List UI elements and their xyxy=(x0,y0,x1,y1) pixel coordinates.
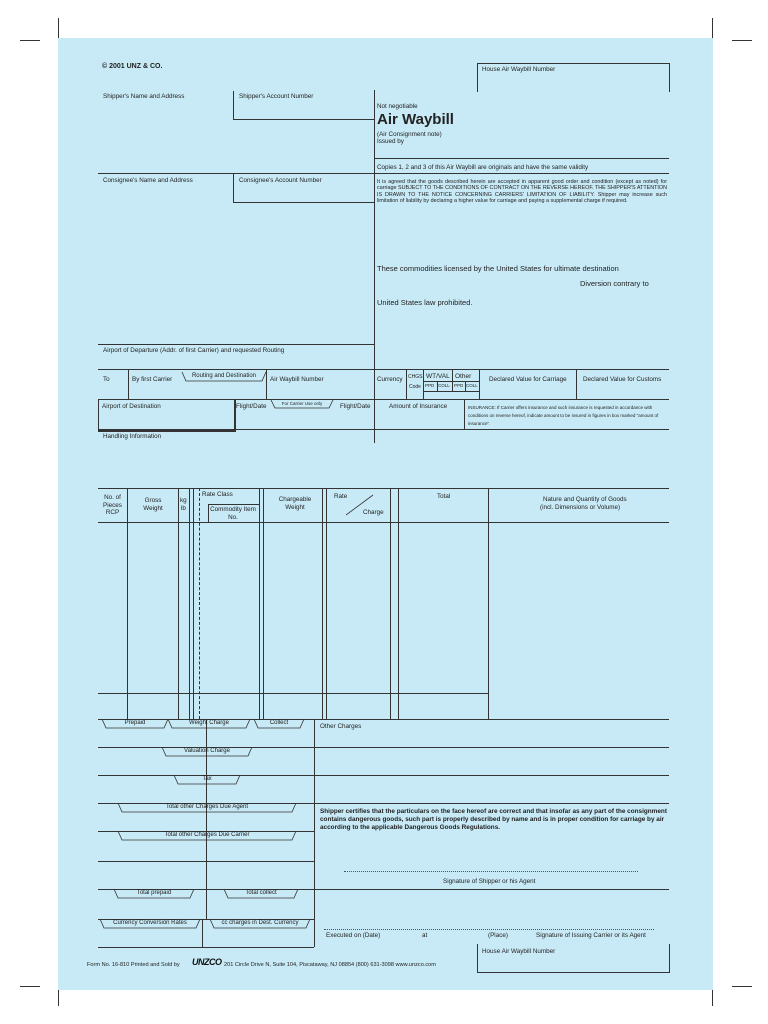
goods-col-divider xyxy=(322,488,323,719)
goods-col-divider xyxy=(178,488,179,719)
charges-row-line xyxy=(98,861,314,862)
licensed-text: These commodities licensed by the United States for ultimate destination xyxy=(377,264,619,273)
declared-carriage-label: Declared Value for Carriage xyxy=(489,376,567,383)
place-label: (Place) xyxy=(488,932,508,939)
house-awb-label: House Air Waybill Number xyxy=(482,66,556,73)
codes-bottom-line xyxy=(423,391,479,392)
dims-header: (incl. Dimensions or Volume) xyxy=(540,504,621,511)
departure-top-line xyxy=(98,344,375,345)
crop-mark xyxy=(58,18,59,40)
not-negotiable: Not negotiable xyxy=(377,103,418,110)
shipper-bottom-line xyxy=(98,173,375,174)
charge-header: Charge xyxy=(363,509,384,516)
crop-mark xyxy=(58,988,59,1006)
goods-col-divider xyxy=(189,488,190,719)
wt-val-label: WT/VAL xyxy=(426,373,450,380)
executed-line[interactable] xyxy=(324,929,654,930)
crop-mark xyxy=(732,986,752,987)
copyright: © 2001 UNZ & CO. xyxy=(102,63,163,70)
chgs-divider xyxy=(423,369,424,399)
crop-mark xyxy=(20,40,40,41)
wt-ppd-label: PPD xyxy=(425,383,435,388)
goods-col-divider xyxy=(390,488,391,719)
crop-mark xyxy=(712,988,713,1006)
unzco-logo: UNZCO xyxy=(192,957,222,967)
shipper-signature-line[interactable] xyxy=(344,871,638,872)
rate-header: Rate xyxy=(334,493,348,500)
goods-col-divider xyxy=(263,488,264,719)
shipper-signature-label: Signature of Shipper or his Agent xyxy=(443,878,536,885)
consignee-account-label: Consignee's Account Number xyxy=(239,177,322,184)
charges-bottom-line xyxy=(98,947,314,948)
airport-destination-label: Airport of Destination xyxy=(102,403,161,410)
shipper-account-label: Shipper's Account Number xyxy=(239,93,314,100)
declared-divider xyxy=(576,369,577,399)
goods-top-line xyxy=(98,488,669,489)
due-carrier-tag: Total other Charges Due Carrier xyxy=(118,831,296,841)
goods-col-divider xyxy=(193,488,194,719)
carrier-signature-label: Signature of Issuing Carrier or its Agent xyxy=(536,932,646,939)
handling-top-line xyxy=(98,429,669,430)
commodity-header-tick xyxy=(208,504,209,522)
routing-top-line xyxy=(98,369,669,370)
declared-customs-label: Declared Value for Customs xyxy=(583,376,662,383)
weight-charge-tag: Weight Charge xyxy=(168,719,250,729)
prohibited-text: United States law prohibited. xyxy=(377,298,473,307)
air-waybill-title: Air Waybill xyxy=(377,111,454,128)
currency-divider xyxy=(406,369,407,399)
routing-destination-tag: Routing and Destination xyxy=(182,372,266,382)
diversion-text: Diversion contrary to xyxy=(580,279,649,288)
tax-tag: Tax xyxy=(174,775,240,785)
to-divider xyxy=(128,369,129,399)
goods-col-divider xyxy=(127,488,128,719)
kg-header: kg xyxy=(180,497,187,504)
left-column-divider xyxy=(374,90,375,443)
awb-divider xyxy=(266,369,267,399)
rate-class-header: Rate Class xyxy=(202,491,233,498)
cc-charges-tag: cc charges in Dest. Currency xyxy=(210,919,310,929)
goods-col-divider xyxy=(488,488,489,719)
air-waybill-form xyxy=(58,38,713,990)
total-prepaid-tag: Total prepaid xyxy=(114,889,194,899)
wt-coll-label: COLL xyxy=(438,383,450,388)
wt-val-divider xyxy=(452,369,453,391)
commodity-header: Commodity Item No. xyxy=(210,506,256,521)
insurance-note: INSURANCE: If Carrier offers insurance and such insurance is requested in accordance with conditions on reverse hereof, indicate amount to be insured in figures in box marked "amount of insurance". xyxy=(468,405,659,426)
total-header: Total xyxy=(437,493,451,500)
by-first-carrier-label: By first Carrier xyxy=(132,376,173,383)
lb-header: lb xyxy=(181,505,186,512)
flight-date-label-2: Flight/Date xyxy=(340,403,371,410)
other-divider xyxy=(479,369,480,399)
due-agent-tag: Total other Charges Due Agent xyxy=(118,803,296,813)
crop-mark xyxy=(20,986,40,987)
goods-col-divider xyxy=(199,488,200,719)
valuation-charge-tag: Valuation Charge xyxy=(162,747,252,757)
to-label: To xyxy=(103,376,110,383)
certification-text: Shipper certifies that the particulars on the face hereof are correct and that insofar as any part of the consignment contains dangerous goods, such part is properly described by name and is in proper condition for carriage by air according to the applicable Dangerous Goods Regulations. xyxy=(320,808,667,831)
at-label: at xyxy=(422,932,428,939)
goods-col-divider xyxy=(398,488,399,719)
collect-tag: Collect xyxy=(254,719,304,729)
flight-date-label: Flight/Date xyxy=(236,403,267,410)
crop-mark xyxy=(732,40,752,41)
prepaid-tag: Prepaid xyxy=(102,719,168,729)
issued-by-line xyxy=(374,158,669,159)
gross-weight-header: Gross Weight xyxy=(143,497,163,512)
shipper-name-label: Shipper's Name and Address xyxy=(103,93,185,100)
pieces-header: No. of Pieces RCP xyxy=(103,494,122,516)
goods-col-divider xyxy=(259,488,260,719)
other-coll-label: COLL xyxy=(466,383,478,388)
insurance-divider xyxy=(464,399,465,429)
currency-label: Currency xyxy=(377,376,403,383)
consignee-account-line xyxy=(233,202,374,203)
charges-divider xyxy=(314,719,315,947)
goods-col-divider xyxy=(326,488,327,719)
crop-mark xyxy=(712,18,713,40)
carrier-use-tag: For Carrier Use only xyxy=(271,400,333,410)
goods-subtotal-line xyxy=(98,693,488,694)
other-charges-label: Other Charges xyxy=(320,723,362,730)
consignee-account-divider xyxy=(233,174,234,202)
total-collect-tag: Total collect xyxy=(224,889,298,899)
code-label: Code xyxy=(409,384,421,390)
chgs-label: CHGS xyxy=(408,374,423,380)
other-ppd-label: PPD xyxy=(454,383,464,388)
shipper-account-divider xyxy=(233,91,234,119)
copies-line xyxy=(374,173,669,174)
copies-note: Copies 1, 2 and 3 of this Air Waybill are originals and have the same validity xyxy=(377,164,589,171)
commodity-header-box xyxy=(208,504,260,505)
consignee-name-label: Consignee's Name and Address xyxy=(103,177,193,184)
conversion-divider xyxy=(202,919,203,947)
house-awb-label-bottom: House Air Waybill Number xyxy=(482,948,556,955)
handling-label: Handling Information xyxy=(103,433,162,440)
chargeable-weight-header: Chargeable Weight xyxy=(278,496,312,511)
shipper-account-line xyxy=(233,119,374,120)
footer-address: 201 Circle Drive N, Suite 104, Piscataway, NJ 08854 (800) 631-3098 www.unzco.com xyxy=(224,962,436,968)
currency-conversion-tag: Currency Conversion Rates xyxy=(100,919,200,929)
departure-label: Airport of Departure (Addr. of first Carrier) and requested Routing xyxy=(103,347,285,354)
other-label: Other xyxy=(455,373,472,380)
form-number: Form No. 16-810 Printed and Sold by xyxy=(87,962,180,968)
amount-insurance-label: Amount of Insurance xyxy=(389,403,448,410)
air-waybill-subtitle: (Air Consignment note) xyxy=(377,131,442,138)
awb-number-label: Air Waybill Number xyxy=(270,376,324,383)
issued-by-label: Issued by xyxy=(377,138,404,145)
executed-on-label: Executed on (Date) xyxy=(326,932,381,939)
nature-header: Nature and Quantity of Goods xyxy=(543,496,627,503)
goods-header-line xyxy=(98,522,669,523)
agreement-text: It is agreed that the goods described herein are accepted in apparent good order and condition (except as noted) for carriage SUBJECT TO THE CONDITIONS OF CONTRACT ON THE REVERSE HEREOF. THE SHIPPER'S ATTENTION IS DRAWN TO THE NOTICE CONCERNING CARRIERS' LIMITATION OF LIABILITY. Shipper may increase such limitation of liability by declaring a higher value for carriage and paying a supplemental charge if required. xyxy=(377,179,667,205)
